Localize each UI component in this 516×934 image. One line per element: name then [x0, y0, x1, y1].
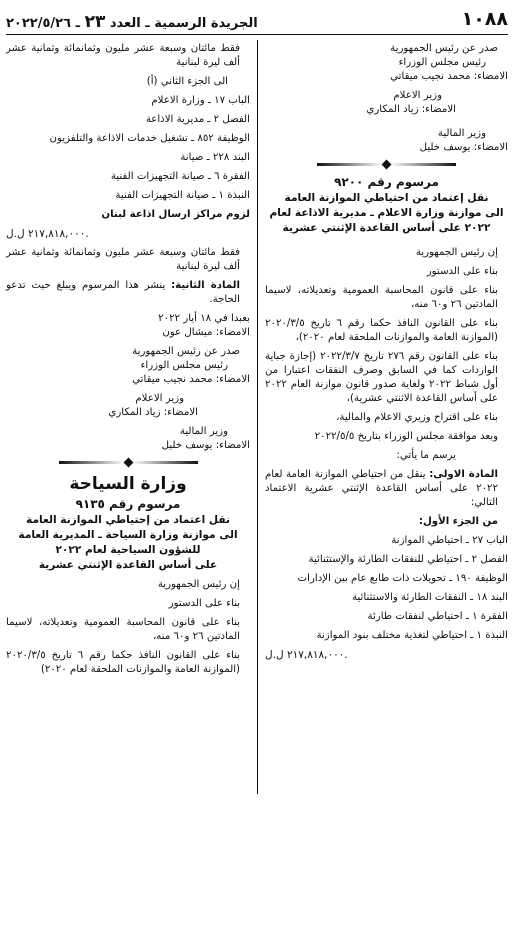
- signature-block: [265, 42, 508, 155]
- budget-line: الفصل ٢ ـ احتياطي للنفقات الطارئة والإستثنائية: [308, 554, 508, 565]
- recital: بناء على الدستور: [168, 598, 240, 609]
- president-line: صدر عن رئيس الجمهورية: [132, 346, 240, 357]
- left-column: [6, 42, 250, 677]
- amount: ٢١٧,٨١٨,٠٠٠ ل.ل.: [265, 649, 348, 661]
- budget-line: الباب ١٧ ـ وزارة الاعلام: [151, 95, 250, 106]
- decree-title-line: ٢٠٢٢ على أساس القاعدة الإثنتي عشرية: [282, 222, 491, 234]
- decree-9200-continued: [6, 42, 250, 340]
- decree-title-line: الى موازنة وزارة الاعلام ـ مديرية الاذاعة لعام: [269, 207, 504, 219]
- president-signature: الامضاء: ميشال عون: [162, 327, 250, 338]
- decree-title-line: على أساس القاعدة الإثنتي عشرية: [38, 559, 218, 571]
- recital: بناء على قانون المحاسبة العمومية وتعديلاته، لاسيما المادتين ٢٦ و٦٠ منه،: [6, 617, 240, 642]
- purpose-line: لزوم مراكز ارسال اذاعة لبنان: [101, 209, 250, 220]
- decree-heading: مرسوم رقم ٩٢٠٠: [334, 175, 439, 189]
- budget-line: [265, 572, 508, 586]
- amount: ٢١٧,٨١٨,٠٠٠ ل.ل.: [6, 228, 89, 240]
- preamble: إن رئيس الجمهورية: [157, 579, 240, 590]
- gazette-name: الجريدة الرسمية ـ العدد: [109, 16, 258, 31]
- header-divider: [6, 34, 508, 35]
- pm-title: رئيس مجلس الوزراء: [140, 360, 228, 371]
- info-minister-signature: الامضاء: زياد المكاري: [366, 104, 456, 115]
- signature-block: [6, 345, 250, 453]
- recital: بناء على الدستور: [426, 266, 498, 277]
- article-text: ينقل من احتياطي الموازنة العامة لعام ٢٠٢٢ على أساس القاعدة الإثنتي عشرية الاعتماد التالي:: [265, 469, 498, 508]
- budget-line: الفقرة ١ ـ احتياطي لنفقات طارئة: [367, 611, 508, 622]
- pm-signature: الامضاء: محمد نجيب ميقاتي: [390, 71, 508, 82]
- budget-line: الفصل ٢ ـ مديرية الاذاعة: [145, 114, 250, 125]
- budget-line: النبذة ١ ـ احتياطي لتغذية مختلف بنود الموازنة: [316, 630, 508, 641]
- article-2: [6, 279, 250, 307]
- finance-minister-signature: الامضاء: يوسف خليل: [419, 142, 508, 153]
- column-divider: [257, 40, 258, 794]
- decree-title-line: نقل اعتماد من إحتياطي الموازنة العامة: [26, 514, 230, 526]
- budget-line: البند ٢٢٨ ـ صيانة: [180, 152, 250, 163]
- decree-title-line: للشؤون السياحية لعام ٢٠٢٢: [55, 544, 201, 556]
- budget-line: النبذة ١ ـ صيانة التجهيزات الفنية: [115, 190, 250, 201]
- decree-9200: [265, 174, 508, 662]
- to-part-label: الى الجزء الثاني (أ): [146, 76, 228, 87]
- article-1: [265, 468, 508, 510]
- recital: بناء على قانون المحاسبة العمومية وتعديلاته، لاسيما المادتين ٢٦ و٦٠ منه،: [265, 285, 498, 310]
- budget-line: الباب ٢٧ ـ احتياطي الموازنة: [391, 535, 508, 546]
- article-text: ينشر هذا المرسوم ويبلغ حيث تدعو الحاجة.: [6, 280, 240, 305]
- decree-9135: [6, 496, 250, 677]
- recital: بناء على القانون النافذ حكما رقم ٦ تاريخ ٢٠٢٠/٣/٥ (الموازنة العامة والموازنات الملحقة لعام ٢٠٢٠): [6, 650, 241, 675]
- article-label: المادة الاولى:: [429, 469, 498, 480]
- recital: وبعد موافقة مجلس الوزراء بتاريخ ٢٠٢٢/٥/٥: [314, 431, 498, 442]
- budget-line: الوظيفة ٨٥٢ ـ تشغيل خدمات الاذاعة والتلفزيون: [49, 133, 250, 144]
- president-line: صدر عن رئيس الجمهورية: [390, 43, 498, 54]
- info-minister-title: وزير الاعلام: [393, 90, 442, 101]
- function-text: تحويلات ذات طابع عام بين الإدارات: [297, 573, 446, 584]
- recital: بناء على اقتراح وزيري الاعلام والمالية،: [336, 412, 498, 423]
- preamble: إن رئيس الجمهورية: [415, 247, 498, 258]
- section-divider: [265, 161, 508, 168]
- function-label: الوظيفة ١٩٠ ـ: [449, 573, 508, 584]
- pm-signature: الامضاء: محمد نجيب ميقاتي: [132, 374, 250, 385]
- decrees-line: يرسم ما يأتي:: [396, 450, 456, 461]
- date-line: بعبدا في ١٨ أيار ٢٠٢٢: [158, 313, 250, 324]
- section-divider: [6, 459, 250, 466]
- info-minister-title: وزير الاعلام: [135, 393, 184, 404]
- decree-title-line: نقل إعتماد من احتياطي الموازنة العامة: [284, 192, 489, 204]
- amount-in-words: فقط مائتان وسبعة عشر مليون وثمانمائة وثمانية عشر ألف ليرة لبنانية: [6, 43, 240, 68]
- from-part-label: من الجزء الأول:: [418, 516, 498, 527]
- finance-minister-title: وزير المالية: [179, 426, 228, 437]
- right-column: [265, 42, 508, 662]
- recital: بناء على القانون النافذ حكما رقم ٦ تاريخ ٢٠٢٠/٣/٥ (الموازنة العامة والموازنات الملحقة لعام ٢٠٢٠)،: [265, 318, 499, 343]
- ministry-heading: وزارة السياحة: [69, 474, 187, 494]
- article-label: المادة الثانية:: [171, 280, 240, 291]
- budget-line: الفقرة ٦ ـ صيانة التجهيزات الفنية: [110, 171, 250, 182]
- decree-heading: مرسوم رقم ٩١٣٥: [75, 497, 181, 511]
- finance-minister-title: وزير المالية: [437, 128, 486, 139]
- decree-title-line: الى موازنة وزارة السياحة ـ المديرية العامة: [18, 529, 238, 541]
- issue-date: ـ ٢٠٢٢/٥/٢٦: [6, 16, 81, 31]
- page-number: ١٠٨٨: [461, 8, 508, 30]
- budget-line: البند ١٨ ـ النفقات الطارئة والاستثنائية: [352, 592, 508, 603]
- recital: بناء على القانون رقم ٢٧٦ تاريخ ٢٠٢٢/٣/٧ (إجازة جباية الواردات كما في السابق وصرف النفقات اعتبارا من أول شباط ٢٠٢٢ ولغاية صدور قانون موازنة العام ٢٠٢٢ على أساس القاعدة الاثنتي عشرية)،: [265, 351, 499, 404]
- pm-title: رئيس مجلس الوزراء: [398, 57, 486, 68]
- amount-in-words: فقط مائتان وسبعة عشر مليون وثمانمائة وثمانية عشر ألف ليرة لبنانية: [6, 247, 240, 272]
- issue-number: ٢٣: [84, 12, 106, 32]
- info-minister-signature: الامضاء: زياد المكاري: [108, 407, 198, 418]
- gazette-title: [6, 12, 258, 32]
- finance-minister-signature: الامضاء: يوسف خليل: [161, 440, 250, 451]
